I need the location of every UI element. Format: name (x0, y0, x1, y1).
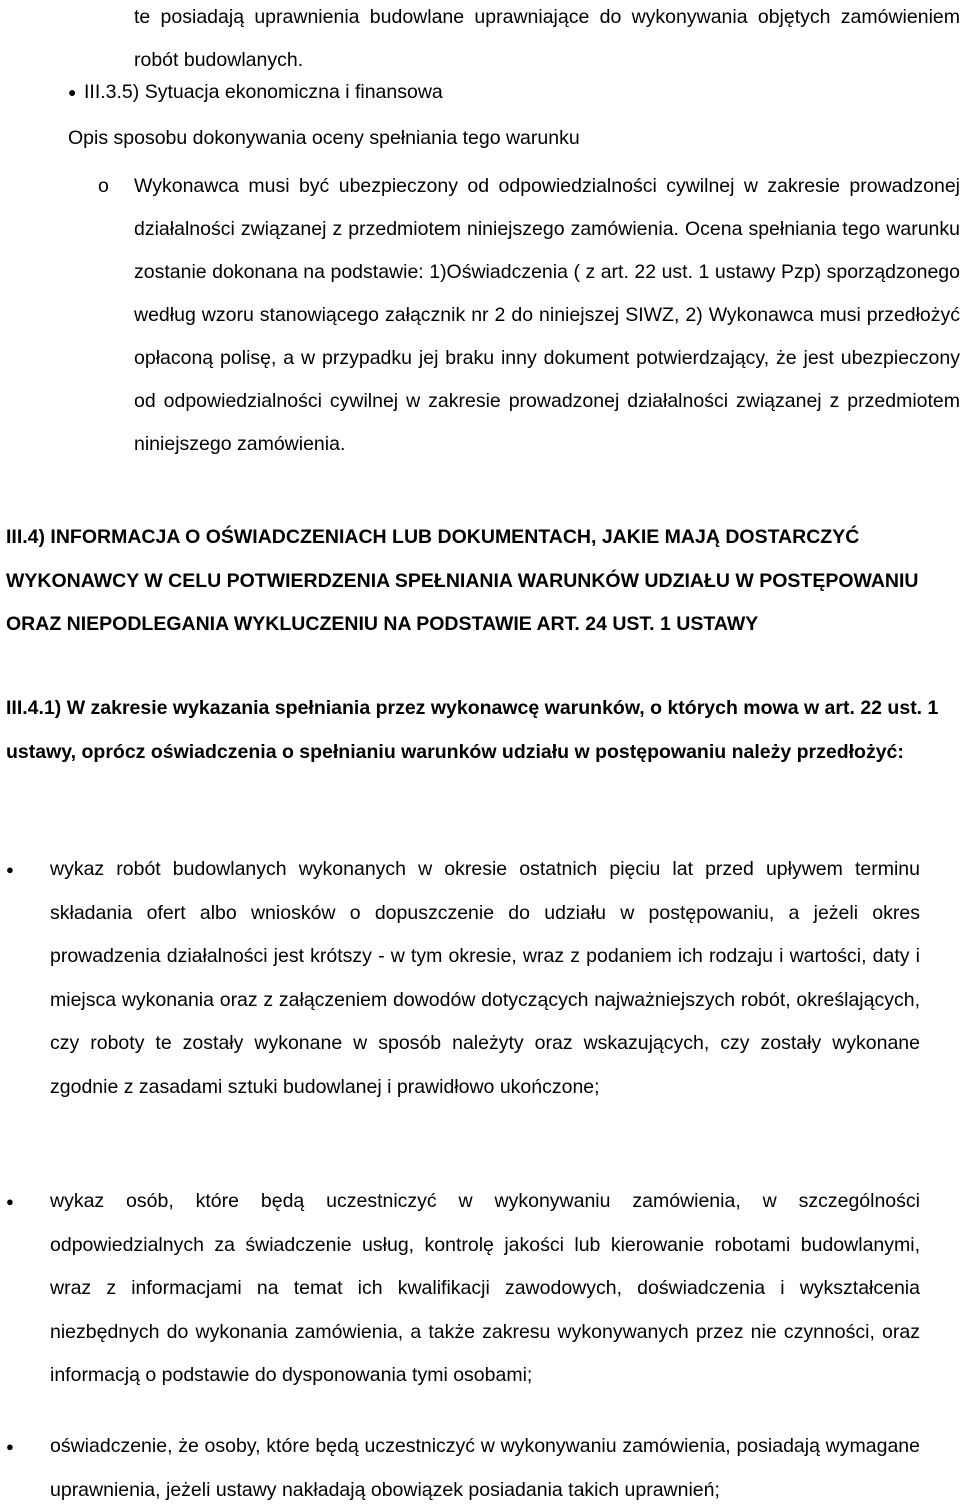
list-item (6, 1180, 960, 1398)
list-item (6, 848, 960, 1109)
section-3-5-item (98, 165, 960, 466)
section-4-heading: III.4) INFORMACJA O OŚWIADCZENIACH LUB DOKUMENTACH, JAKIE MAJĄ DOSTARCZYĆ WYKONAWCY W CELU POTWIERDZENIA SPEŁNIANIA WARUNKÓW UDZIAŁU W POSTĘPOWANIU ORAZ NIEPODLEGANIA WYKLUCZENIU NA PODSTAWIE ART. 24 UST. 1 USTAWY (6, 526, 919, 635)
section-3-5-heading: III.3.5) Sytuacja ekonomiczna i finansowa (84, 81, 443, 103)
section-4-1-subheading: III.4.1) W zakresie wykazania spełniania przez wykonawcę warunków, o których mowa w art. 22 ust. 1 ustawy, oprócz oświadczenia o spełnianiu warunków udziału w postępowaniu należy przedłożyć: (6, 697, 939, 763)
intro-continuation-paragraph: te posiadają uprawnienia budowlane uprawniające do wykonywania objętych zamówieniem robót budowlanych. (134, 6, 960, 71)
bullet-dot-icon: ● (6, 1439, 14, 1454)
bullet-dot-icon: ● (6, 1194, 14, 1209)
circle-bullet-icon: o (98, 175, 109, 197)
list-item-text: wykaz robót budowlanych wykonanych w okresie ostatnich pięciu lat przed upływem terminu składania ofert albo wniosków o dopuszczenie do udziału w postępowaniu, a jeżeli okres prowadzenia działalności jest krótszy - w tym okresie, wraz z podaniem ich rodzaju i wartości, daty i miejsca wykonania oraz z załączeniem dowodów dotyczących najważniejszych robót, określających, czy roboty te zostały wykonane w sposób należyty oraz wskazujących, czy zostały wykonane zgodnie z zasadami sztuki budowlanej i prawidłowo ukończone; (50, 858, 920, 1098)
list-item-text: oświadczenie, że osoby, które będą uczestniczyć w wykonywaniu zamówienia, posiadają wymagane uprawnienia, jeżeli ustawy nakładają obowiązek posiadania takich uprawnień; (50, 1435, 920, 1501)
list-item (6, 1425, 960, 1512)
list-item-text: wykaz osób, które będą uczestniczyć w wykonywaniu zamówienia, w szczególności odpowiedzialnych za świadczenie usług, kontrolę jakości lub kierowanie robotami budowlanymi, wraz z informacjami na temat ich kwalifikacji zawodowych, doświadczenia i wykształcenia niezbędnych do wykonania zamówienia, a także zakresu wykonywanych przez nie czynności, oraz informacją o podstawie do dysponowania tymi osobami; (50, 1190, 920, 1386)
section-3-5-item-text: Wykonawca musi być ubezpieczony od odpowiedzialności cywilnej w zakresie prowadzonej działalności związanej z przedmiotem niniejszego zamówienia. Ocena spełniania tego warunku zostanie dokonana na podstawie: 1)Oświadczenia ( z art. 22 ust. 1 ustawy Pzp) sporządzonego według wzoru stanowiącego załącznik nr 2 do niniejszej SIWZ, 2) Wykonawca musi przedłożyć opłaconą polisę, a w przypadku jej braku inny dokument potwierdzający, że jest ubezpieczony od odpowiedzialności cywilnej w zakresie prowadzonej działalności związanej z przedmiotem niniejszego zamówienia. (134, 175, 960, 455)
section-3-5-heading-row (68, 72, 948, 112)
bullet-dot-icon: ● (6, 862, 14, 877)
section-3-5-subheading: Opis sposobu dokonywania oceny spełniania tego warunku (68, 127, 580, 149)
bullet-dot-icon: ● (68, 84, 77, 100)
